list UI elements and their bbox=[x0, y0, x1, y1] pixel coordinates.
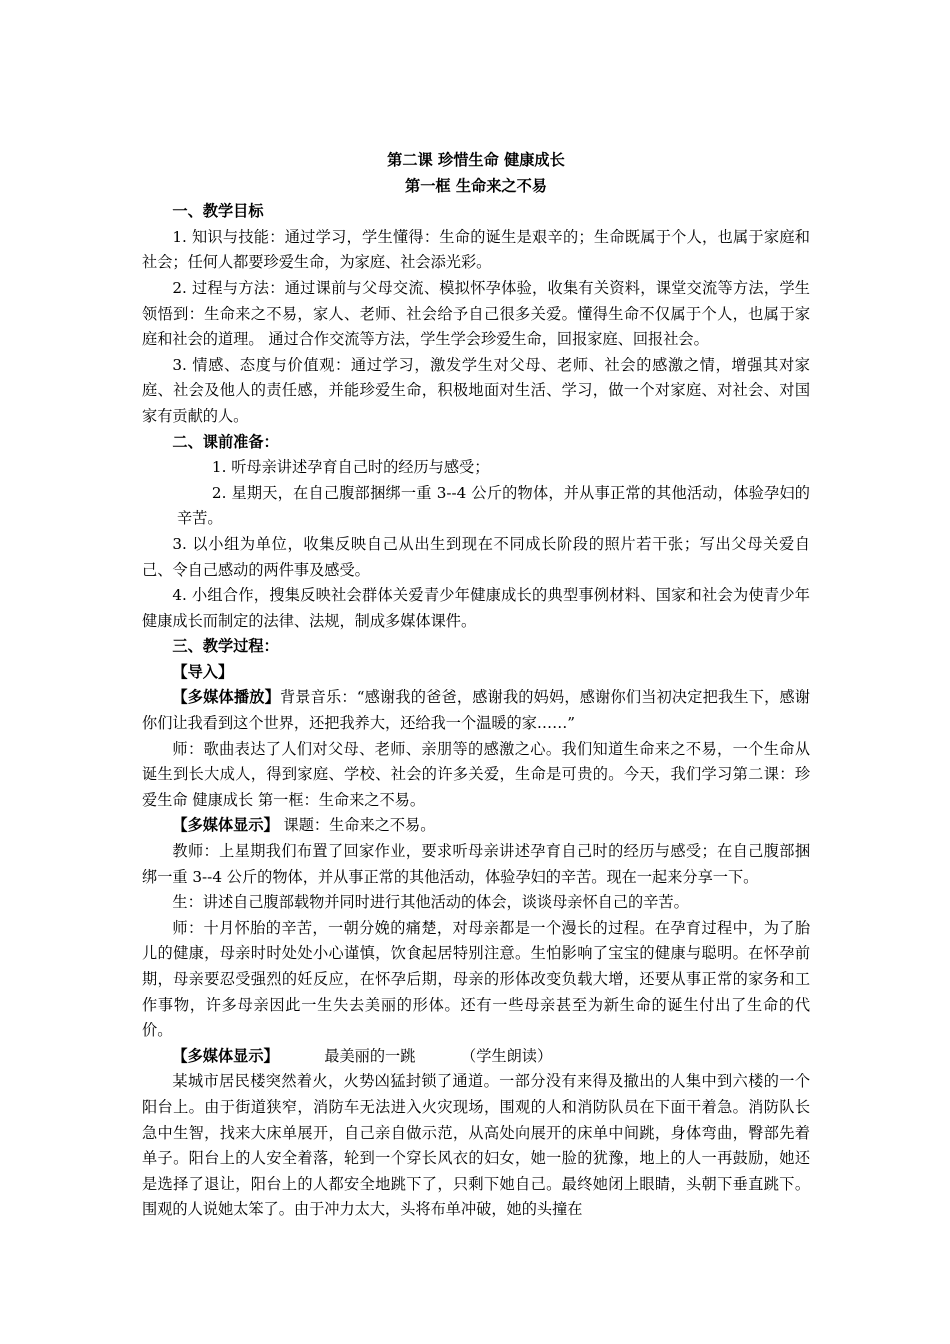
lesson-title: 第二课 珍惜生命 健康成长 bbox=[387, 151, 565, 169]
multimedia-show2-tag: 【多媒体显示】 bbox=[172, 1046, 279, 1065]
document-body bbox=[142, 148, 810, 1223]
section-heading-process: 三、教学过程： bbox=[172, 637, 279, 656]
multimedia-play-paragraph bbox=[142, 685, 810, 736]
teacher-paragraph-2: 教师：上星期我们布置了回家作业，要求听母亲讲述孕育自己时的经历与感受；在自己腹部捆绑一重 3--4 公斤的物体，并从事正常的其他活动，体验孕妇的辛苦。现在一起来分享一下。 bbox=[142, 842, 810, 886]
lesson-subtitle: 第一框 生命来之不易 bbox=[405, 176, 547, 195]
section-heading-goals: 一、教学目标 bbox=[172, 202, 264, 221]
multimedia-show2-note: （学生朗读） bbox=[461, 1046, 553, 1065]
goal-paragraph-3: 3. 情感、态度与价值观：通过学习，激发学生对父母、老师、社会的感激之情，增强其对家庭、社会及他人的责任感，并能珍爱生命，积极地面对生活、学习，做一个对家庭、对社会、对国家有贡献的人。 bbox=[142, 355, 810, 425]
prep-item-1: 1. 听母亲讲述孕育自己时的经历与感受； bbox=[211, 458, 490, 477]
multimedia-show-paragraph bbox=[142, 813, 810, 839]
story-paragraph: 某城市居民楼突然着火，火势凶猛封锁了通道。一部分没有来得及撤出的人集中到六楼的一个阳台上。由于街道狭窄，消防车无法进入火灾现场，围观的人和消防队员在下面干着急。消防队长急中生智，找来大床单展开，自己亲自做示范，从高处向展开的床单中间跳，身体弯曲，臀部先着单子。阳台上的人安全着落，轮到一个穿长风衣的妇女，她一脸的犹豫，地上的人一再鼓励，她还是选择了退让，阳台上的人都安全地跳下了，只剩下她自己。最终她闭上眼睛，头朝下垂直跳下。围观的人说她太笨了。由于冲力太大，头将布单冲破，她的头撞在 bbox=[142, 1072, 810, 1219]
multimedia-play-text: 背景音乐：“感谢我的爸爸，感谢我的妈妈，感谢你们当初决定把我生下，感谢你们让我看到这个世界，还把我养大，还给我一个温暖的家……” bbox=[142, 688, 811, 733]
prep-item-2: 2. 星期天，在自己腹部捆绑一重 3--4 公斤的物体，并从事正常的其他活动，体验孕妇的辛苦。 bbox=[176, 483, 810, 528]
goal-paragraph-1: 1. 知识与技能：通过学习，学生懂得：生命的诞生是艰辛的；生命既属于个人，也属于家庭和社会；任何人都要珍爱生命，为家庭、社会添光彩。 bbox=[142, 227, 810, 272]
multimedia-show-tag: 【多媒体显示】 bbox=[172, 816, 279, 835]
teacher-paragraph-3: 师：十月怀胎的辛苦，一朝分娩的痛楚，对母亲都是一个漫长的过程。在孕育过程中，为了胎儿的健康，母亲时时处处小心谨慎，饮食起居特别注意。生怕影响了宝宝的健康与聪明。在怀孕前期，母亲要忍受强烈的妊反应，在怀孕后期，母亲的形体改变负载大增，还要从事正常的家务和工作事物，许多母亲因此一生失去美丽的形体。还有一些母亲甚至为新生命的诞生付出了生命的代价。 bbox=[142, 918, 810, 1040]
student-paragraph-1: 生：讲述自己腹部载物并同时进行其他活动的体会，谈谈母亲怀自己的辛苦。 bbox=[172, 893, 689, 912]
multimedia-show2-title: 最美丽的一跳 bbox=[324, 1046, 416, 1065]
multimedia-show2-paragraph bbox=[142, 1044, 810, 1070]
teacher-paragraph-1: 师：歌曲表达了人们对父母、老师、亲朋等的感激之心。我们知道生命来之不易，一个生命从诞生到长大成人，得到家庭、学校、社会的许多关爱，生命是可贵的。今天，我们学习第二课：珍爱生命 健康成长 第一框：生命来之不易。 bbox=[142, 739, 810, 809]
multimedia-show-text: 课题：生命来之不易。 bbox=[278, 816, 436, 835]
multimedia-play-tag: 【多媒体播放】 bbox=[172, 688, 280, 707]
prep-item-3: 3. 以小组为单位，收集反映自己从出生到现在不同成长阶段的照片若干张；写出父母关爱自己、令自己感动的两件事及感受。 bbox=[142, 534, 810, 579]
section-heading-preparation: 二、课前准备： bbox=[172, 432, 279, 451]
intro-heading: 【导入】 bbox=[172, 662, 234, 681]
goal-paragraph-2: 2. 过程与方法：通过课前与父母交流、模拟怀孕体验，收集有关资料，课堂交流等方法，学生领悟到：生命来之不易，家人、老师、社会给予自己很多关爱。懂得生命不仅属于个人，也属于家庭和社会的道理。 通过合作交流等方法，学生学会珍爱生命，回报家庭、回报社会。 bbox=[142, 278, 810, 349]
prep-item-4: 4. 小组合作，搜集反映社会群体关爱青少年健康成长的典型事例材料、国家和社会为使青少年健康成长而制定的法律、法规，制成多媒体课件。 bbox=[142, 586, 810, 630]
